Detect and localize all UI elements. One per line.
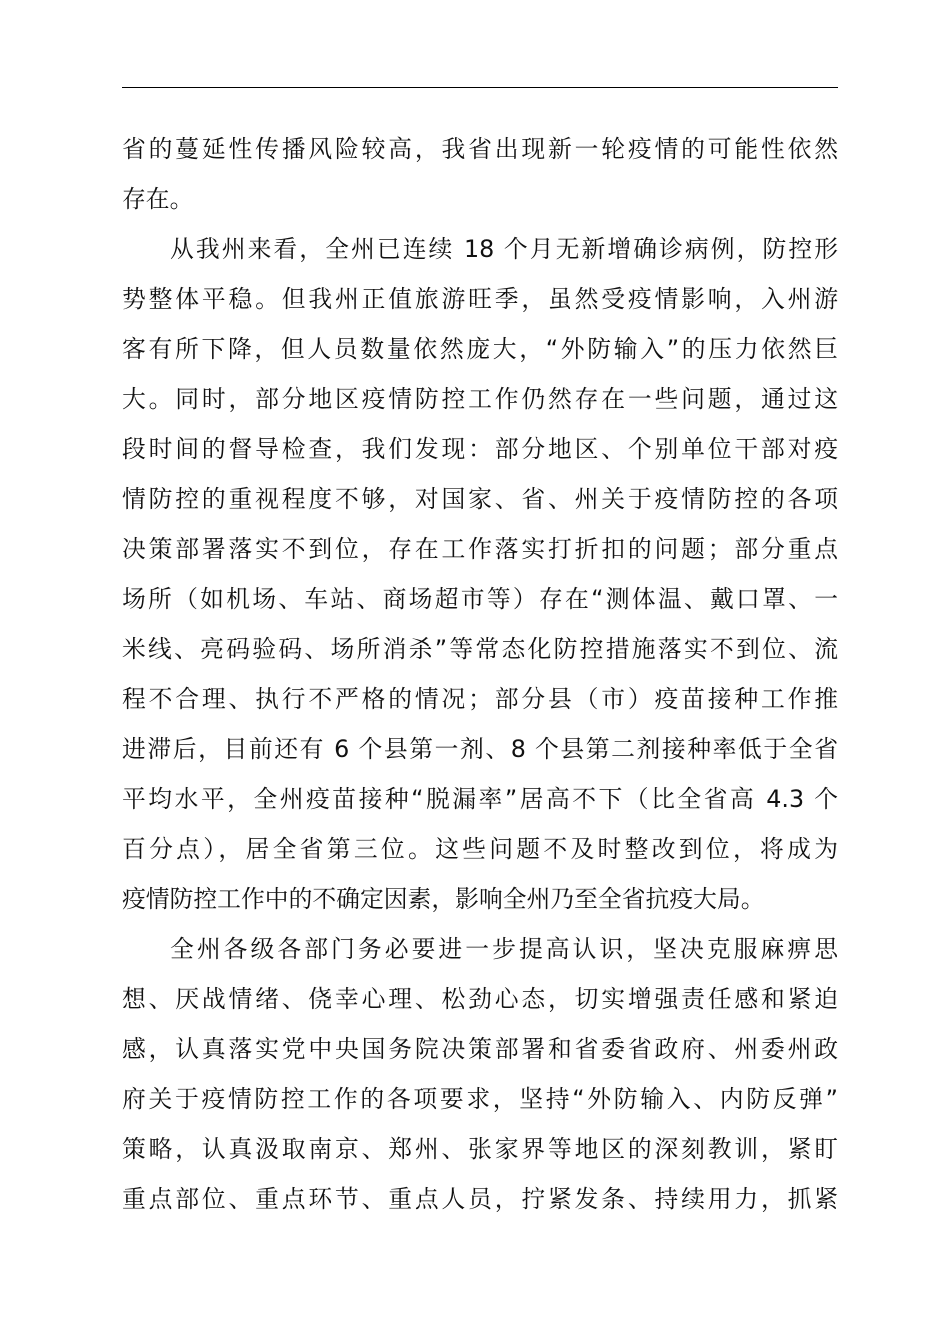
text-line: 平均水平，全州疫苗接种“脱漏率”居高不下（比全省高 4.3 个 (122, 785, 838, 813)
text-line: 场所（如机场、车站、商场超市等）存在“测体温、戴口罩、一 (122, 585, 838, 613)
text-line: 全州各级各部门务必要进一步提高认识，坚决克服麻痹思 (170, 935, 838, 963)
body-text (122, 124, 838, 1224)
text-line: 决策部署落实不到位，存在工作落实打折扣的问题；部分重点 (122, 535, 838, 563)
text-line: 程不合理、执行不严格的情况；部分县（市）疫苗接种工作推 (122, 685, 838, 713)
text-line: 存在。 (122, 185, 194, 213)
text-line: 段时间的督导检查，我们发现：部分地区、个别单位干部对疫 (122, 435, 838, 463)
text-line: 进滞后，目前还有 6 个县第一剂、8 个县第二剂接种率低于全省 (122, 735, 838, 763)
text-line: 重点部位、重点环节、重点人员，拧紧发条、持续用力，抓紧 (122, 1185, 838, 1213)
text-line: 想、厌战情绪、侥幸心理、松劲心态，切实增强责任感和紧迫 (122, 985, 838, 1013)
text-line: 米线、亮码验码、场所消杀”等常态化防控措施落实不到位、流 (122, 635, 838, 663)
text-line: 感，认真落实党中央国务院决策部署和省委省政府、州委州政 (122, 1035, 838, 1063)
text-line: 大。同时，部分地区疫情防控工作仍然存在一些问题，通过这 (122, 385, 838, 413)
text-line: 情防控的重视程度不够，对国家、省、州关于疫情防控的各项 (122, 485, 838, 513)
text-line: 势整体平稳。但我州正值旅游旺季，虽然受疫情影响，入州游 (122, 285, 838, 313)
text-line: 疫情防控工作中的不确定因素，影响全州乃至全省抗疫大局。 (122, 885, 765, 913)
header-rule (122, 87, 838, 88)
text-line: 策略，认真汲取南京、郑州、张家界等地区的深刻教训，紧盯 (122, 1135, 838, 1163)
text-line: 府关于疫情防控工作的各项要求，坚持“外防输入、内防反弹” (122, 1085, 838, 1113)
text-line: 百分点），居全省第三位。这些问题不及时整改到位，将成为 (122, 835, 838, 863)
text-line: 从我州来看，全州已连续 18 个月无新增确诊病例，防控形 (170, 235, 838, 263)
text-line: 省的蔓延性传播风险较高，我省出现新一轮疫情的可能性依然 (122, 135, 838, 163)
text-line: 客有所下降，但人员数量依然庞大，“外防输入”的压力依然巨 (122, 335, 838, 363)
